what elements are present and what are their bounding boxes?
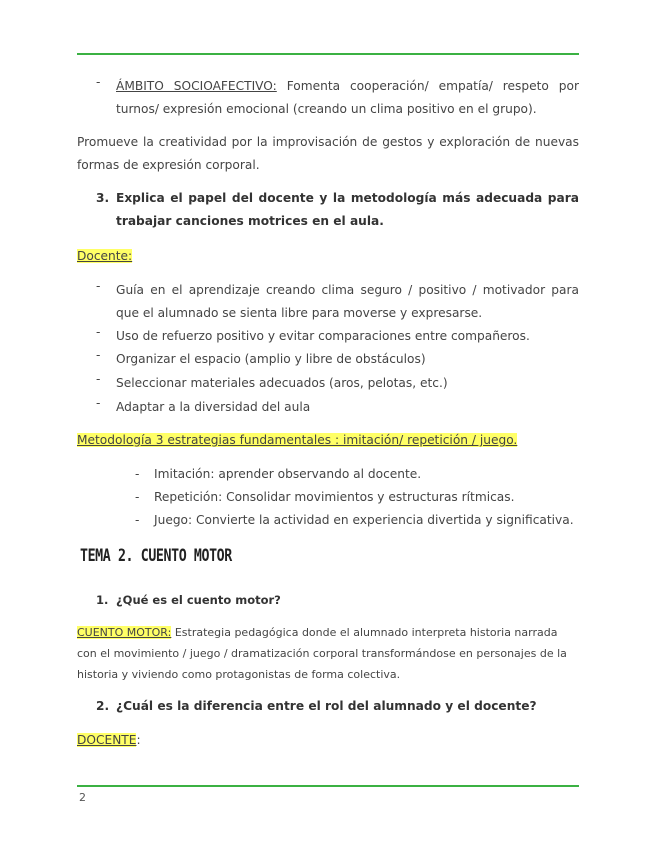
question-number: 1. [96,593,109,607]
cuento-text: Estrategia pedagógica donde el alumnado interpreta historia narrada con el movimiento / juego / dramatización corporal transformándose en personajes de la historia y viviendo como protagonistas de forma colectiva. [77,626,567,681]
sub-list-item [135,463,579,486]
metodologia-label: Metodología 3 estrategias fundamentales : imitación/ repetición / juego. [77,433,518,447]
list-item-text: Seleccionar materiales adecuados (aros, pelotas, etc.) [116,376,448,390]
metodologia-heading [77,429,579,452]
list-dash: - [96,75,101,89]
list-dash: - [135,490,140,504]
list-dash: - [96,325,101,339]
question-2 [96,695,579,718]
sub-list-item [135,509,579,532]
sub-list-item-text: Juego: Convierte la actividad en experiencia divertida y significativa. [154,513,574,527]
ambito-label: ÁMBITO SOCIOAFECTIVO: [116,79,277,93]
docente2-colon: : [136,733,141,747]
sub-list-item-text: Repetición: Consolidar movimientos y estructuras rítmicas. [154,490,515,504]
sub-list-item [135,486,579,509]
cuento-paragraph [77,622,579,685]
question-text: ¿Qué es el cuento motor? [116,593,281,607]
list-dash: - [96,372,101,386]
list-dash: - [135,467,140,481]
question-text: ¿Cuál es la diferencia entre el rol del alumnado y el docente? [116,699,537,713]
list-dash: - [96,279,101,293]
sub-list-item-text: Imitación: aprender observando al docente. [154,467,422,481]
question-number: 3. [96,191,110,205]
section-title: TEMA 2. CUENTO MOTOR [80,546,232,566]
paragraph-creatividad: Promueve la creatividad por la improvisación de gestos y exploración de nuevas formas de expresión corporal. [77,135,579,172]
list-item-text: Guía en el aprendizaje creando clima seguro / positivo / motivador para que el alumnado se sienta libre para moverse y expresarse. [116,283,579,320]
docente2-label: DOCENTE [77,733,137,747]
list-dash: - [96,348,101,362]
list-item [96,348,579,371]
list-item-text: Organizar el espacio (amplio y libre de obstáculos) [116,352,426,366]
question-number: 2. [96,699,110,713]
list-dash: - [96,396,101,410]
page-number: 2 [79,791,86,804]
docente-label: Docente: [77,249,133,263]
cuento-label: CUENTO MOTOR: [77,626,172,639]
list-item [96,372,579,395]
list-item [96,325,579,348]
footer-rule [77,785,579,787]
list-item-text: Uso de refuerzo positivo y evitar comparaciones entre compañeros. [116,329,530,343]
header-rule [77,53,579,55]
list-item [96,279,579,325]
docente-heading [77,245,579,268]
list-item-socioafectivo [96,75,579,121]
question-1 [96,589,579,612]
question-3 [96,187,579,233]
list-dash: - [135,513,140,527]
question-text: Explica el papel del docente y la metodología más adecuada para trabajar canciones motrices en el aula. [116,191,579,228]
docente2-heading [77,729,579,752]
ambito-text: Fomenta cooperación/ empatía/ respeto por turnos/ expresión emocional (creando un clima positivo en el grupo). [116,79,579,116]
list-item-text: Adaptar a la diversidad del aula [116,400,311,414]
list-item [96,396,579,419]
